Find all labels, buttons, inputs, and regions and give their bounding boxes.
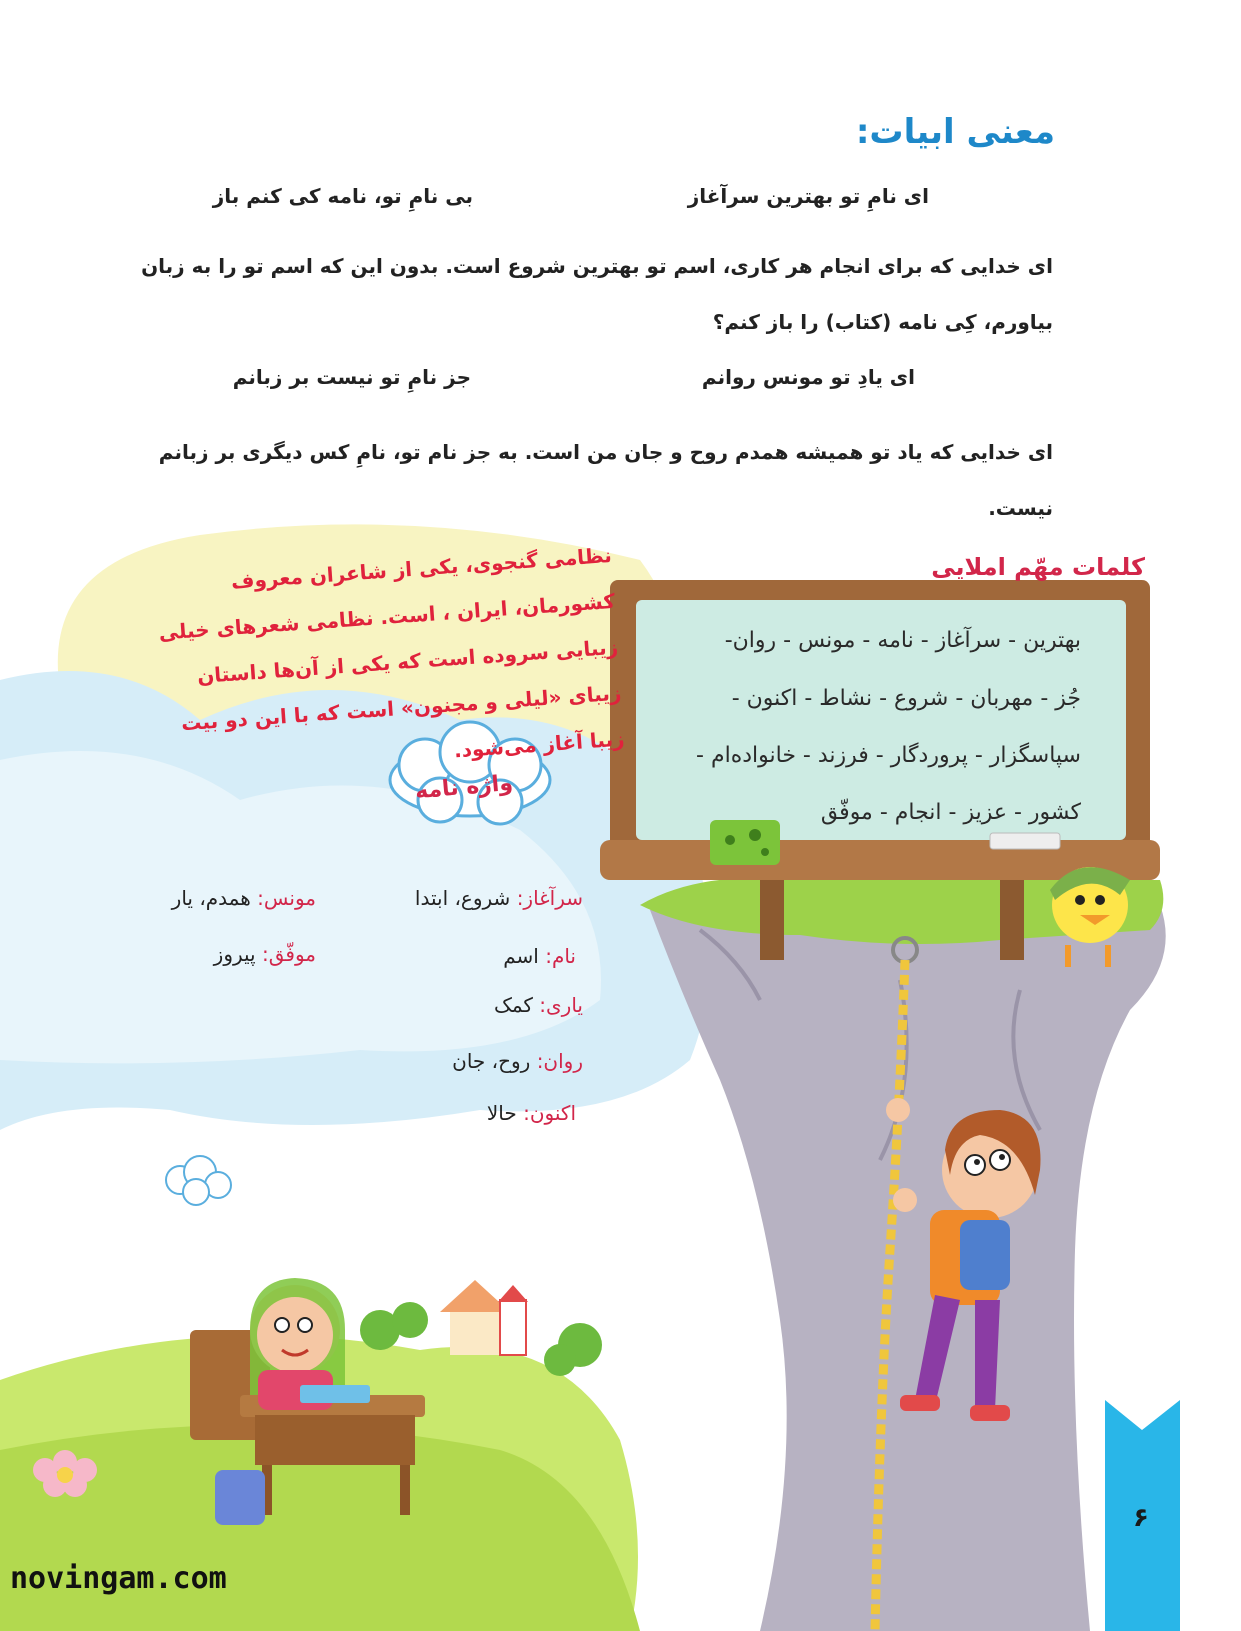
vocab-meaning: روح، جان <box>452 1049 531 1073</box>
board-line-4: کشور - عزیز - انجام - موفّق <box>820 800 1081 825</box>
vocab-entry <box>172 886 316 910</box>
vocab-meaning: اسم <box>503 944 539 968</box>
page-title: معنی ابیات: <box>855 112 1055 152</box>
cliff-rock <box>650 897 1166 1631</box>
verse-2-second-hemistich: جز نامِ تو نیست بر زبانم <box>232 365 471 389</box>
verse-1-meaning: ای خدایی که برای انجام هر کاری، اسم تو بهترین شروع است. بدون این که اسم تو را به زبان بیاورم، کِی نامه (کتاب) را باز کنم؟ <box>141 254 1053 334</box>
vocab-entry <box>214 942 316 966</box>
board-line-1: بهترین - سرآغاز - نامه - مونس - روان- <box>724 628 1081 653</box>
small-cloud-icon <box>166 1156 231 1205</box>
verse-2-first-hemistich: ای یادِ تو مونس روانم <box>701 365 915 389</box>
vocab-term: یاری: <box>539 993 583 1017</box>
vocab-meaning: کمک <box>493 993 533 1017</box>
vocabulary-title: واژه نامه <box>414 770 514 805</box>
vocab-meaning: حالا <box>486 1101 517 1125</box>
vocab-meaning: همدم، یار <box>171 886 251 910</box>
vocab-meaning: پیروز <box>213 942 256 966</box>
vocab-entry <box>415 886 583 910</box>
verse-2-meaning: ای خدایی که یاد تو همیشه همدم روح و جان من است. به جز نام تو، نامِ کس دیگری بر زبانم نیست. <box>158 440 1053 520</box>
vocab-term: مونس: <box>257 886 316 910</box>
vocab-entry <box>503 944 576 968</box>
poet-info-paragraph: نظامی گنجوی، یکی از شاعران معروف کشورمان، ایران ، است. نظامی شعرهای خیلی زیبایی سروده است که یکی از آن‌ها داستان زیبای «لیلی و مجنون» است که با این دو بیت زیبا آغاز می‌شود. <box>157 542 626 763</box>
vocab-term: اکنون: <box>523 1101 576 1125</box>
verse-1-second-hemistich: بی نامِ تو، نامه کی کنم باز <box>212 184 473 208</box>
vocab-entry <box>494 993 583 1017</box>
board-line-3: سپاسگزار - پروردگار - فرزند - خانواده‌ام - <box>696 743 1081 768</box>
verse-1-first-hemistich: ای نامِ تو بهترین سرآغاز <box>687 184 929 208</box>
spelling-words-title: کلمات مهّم املایی <box>931 553 1145 581</box>
house-icon <box>440 1280 528 1355</box>
board-line-2: جُز - مهربان - شروع - نشاط - اکنون - <box>731 686 1081 711</box>
vocab-term: روان: <box>536 1049 583 1073</box>
website-watermark: novingam.com <box>10 1561 227 1596</box>
vocab-entry <box>487 1101 576 1125</box>
vocab-meaning: شروع، ابتدا <box>414 886 511 910</box>
vocab-term: نام: <box>545 944 576 968</box>
page-number: ۶ <box>1133 1503 1149 1533</box>
vocab-entry <box>452 1049 583 1073</box>
vocab-term: سرآغاز: <box>516 886 583 910</box>
vocab-term: موفّق: <box>261 942 316 966</box>
sponge-icon <box>710 820 780 865</box>
